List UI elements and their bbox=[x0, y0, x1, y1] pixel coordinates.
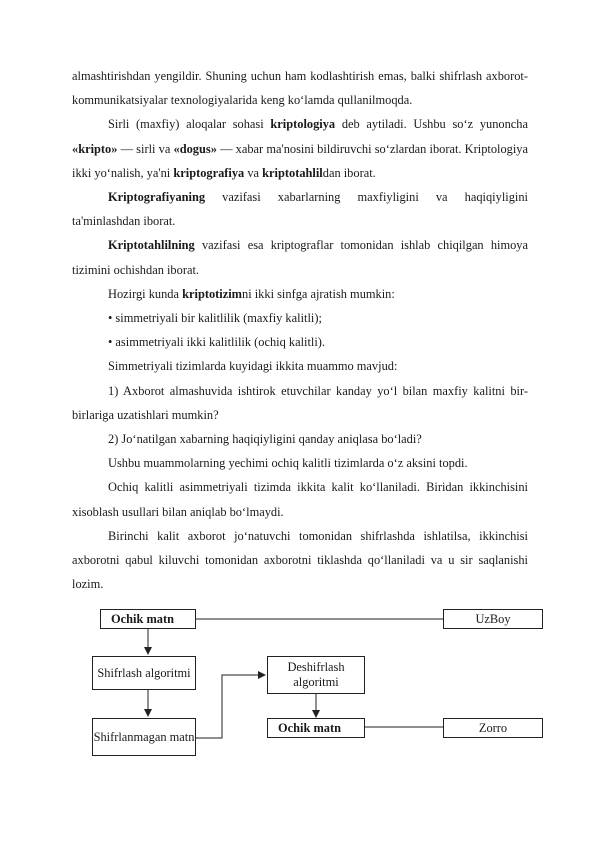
paragraph-1: almashtirishdan yengildir. Shuning uchun ham kodlashtirish emas, balki shifrlash axborot-kommunikatsiyalar texnologiyalarida keng ko‘lamda qullanilmoqda. bbox=[72, 69, 528, 108]
paragraph-4: Kriptotahlilning vazifasi esa kriptograflar tomonidan ishlab chiqilgan himoya tizimini ochishdan iborat. bbox=[72, 238, 528, 277]
encryption-algorithm-box: Shifrlash algoritmi bbox=[92, 656, 196, 690]
ciphertext-box: Shifrlanmagan matn bbox=[92, 718, 196, 756]
decryption-algorithm-box: Deshifrlash algoritmi bbox=[267, 656, 365, 694]
paragraph-5: Hozirgi kunda kriptotizimni ikki sinfga ajratish mumkin: bbox=[108, 286, 395, 301]
paragraph-2: Sirli (maxfiy) aloqalar sohasi kriptologiya deb aytiladi. Ushbu so‘z yunoncha «kripto» — sirli va «dogus» — xabar ma'nosini bildiruvchi so‘zlardan iborat. Kriptologiya ikki yo‘nalish, ya'ni kriptografiya va kriptotahlildan iborat. bbox=[72, 117, 528, 180]
plaintext-box-bottom: Ochik matn bbox=[267, 718, 365, 738]
paragraph-3: Kriptografiyaning vazifasi xabarlarning maxfiyligini va haqiqiyligini ta'minlashdan iborat. bbox=[72, 190, 528, 229]
arrow-up-right bbox=[196, 675, 265, 738]
paragraph-9: Birinchi kalit axborot jo‘natuvchi tomonidan shifrlashda ishlatilsa, ikkinchisi axborotni qabul kiluvchi tomonidan axborotni tiklashda qo‘llaniladi va u sir saqlanishi lozim. bbox=[72, 528, 528, 592]
bullet-item: • asimmetriyali ikki kalitlilik (ochiq kalitli). bbox=[108, 335, 326, 350]
numbered-item-2: 2) Jo‘natilgan xabarning haqiqiyligini qanday aniqlasa bo‘ladi? bbox=[108, 432, 422, 447]
zorro-box: Zorro bbox=[443, 718, 543, 738]
paragraph-7: Ushbu muammolarning yechimi ochiq kalitli tizimlarda o‘z aksini topdi. bbox=[108, 456, 468, 471]
plaintext-box-top: Ochik matn bbox=[100, 609, 196, 629]
uzboy-box: UzBoy bbox=[443, 609, 543, 629]
paragraph-8: Ochiq kalitli asimmetriyali tizimda ikkita kalit ko‘llaniladi. Biridan ikkinchisini xisoblash usullari bilan aniqlab bo‘lmaydi. bbox=[72, 480, 528, 519]
numbered-item-1: 1) Axborot almashuvida ishtirok etuvchilar kanday yo‘l bilan maxfiy kalitni bir-birlariga uzatishlari mumkin? bbox=[72, 383, 528, 422]
paragraph-6: Simmetriyali tizimlarda kuyidagi ikkita muammo mavjud: bbox=[108, 359, 398, 374]
bullet-item: • simmetriyali bir kalitlilik (maxfiy kalitli); bbox=[108, 311, 322, 326]
